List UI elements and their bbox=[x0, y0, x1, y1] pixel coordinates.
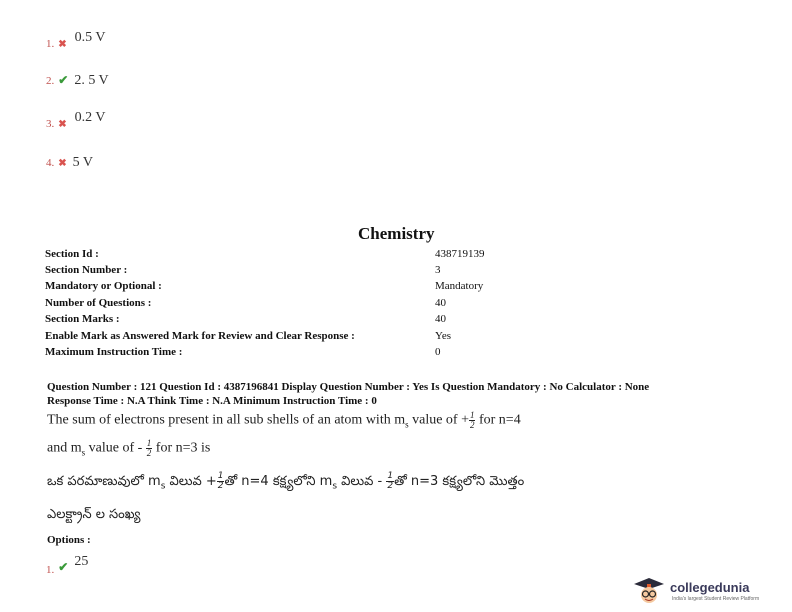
mandatory-value: Mandatory bbox=[435, 280, 484, 292]
question-text-fragment: value of + bbox=[408, 412, 469, 428]
correct-mark-icon: ✔ bbox=[58, 73, 69, 87]
question-text-fragment: for n=4 bbox=[475, 412, 521, 428]
logo-name: collegedunia bbox=[670, 580, 750, 595]
option-row bbox=[46, 552, 89, 576]
logo-tagline: India's largest Student Review Platform bbox=[672, 596, 760, 602]
max-instruction-value: 0 bbox=[435, 346, 441, 358]
question-meta-line1: Question Number : 121 Question Id : 4387196841 Display Question Number : Yes Is Question Mandatory : No Calculator : None bbox=[47, 381, 650, 393]
wrong-mark-icon: ✖ bbox=[58, 39, 67, 50]
option-row bbox=[46, 30, 106, 52]
question-text-te-line2: ఎలక్ట్రాన్ ల సంఖ్య bbox=[47, 507, 141, 522]
option-number: 4. bbox=[46, 157, 55, 169]
fraction-denominator: 2 bbox=[469, 420, 475, 430]
question-text-fragment: విలువ - bbox=[337, 474, 387, 489]
option-value: 25 bbox=[74, 554, 89, 569]
question-text-fragment: విలువ + bbox=[165, 474, 217, 489]
section-marks-label: Section Marks : bbox=[45, 313, 120, 325]
option-number: 2. bbox=[46, 75, 55, 87]
options-label: Options : bbox=[47, 534, 91, 546]
question-text-fragment: The sum of electrons present in all sub shells of an atom with m bbox=[47, 412, 406, 428]
fraction-numerator: 1 bbox=[469, 410, 475, 420]
section-title: Chemistry bbox=[358, 224, 435, 243]
question-text-te-line1 bbox=[47, 472, 524, 492]
fraction-denominator: 2 bbox=[217, 481, 224, 491]
option-number: 1. bbox=[46, 564, 55, 576]
question-text-en-line1 bbox=[47, 411, 521, 430]
fraction-numerator: 1 bbox=[217, 471, 224, 481]
enable-mark-label: Enable Mark as Answered Mark for Review and Clear Response : bbox=[45, 330, 355, 342]
enable-mark-value: Yes bbox=[435, 330, 452, 342]
subscript: s bbox=[405, 419, 409, 430]
section-number-label: Section Number : bbox=[45, 264, 128, 276]
collegedunia-logo bbox=[632, 576, 782, 606]
question-text-fragment: ఒక పరమాణువులో m bbox=[47, 474, 161, 489]
option-number: 1. bbox=[46, 38, 55, 50]
question-text-en-line2 bbox=[47, 439, 210, 458]
fraction bbox=[386, 472, 394, 491]
option-value: 2. 5 V bbox=[74, 73, 109, 88]
option-value: 0.2 V bbox=[74, 110, 106, 125]
section-number-value: 3 bbox=[435, 264, 441, 276]
mascot-icon bbox=[632, 576, 666, 606]
question-meta-line2: Response Time : N.A Think Time : N.A Minimum Instruction Time : 0 bbox=[47, 395, 377, 407]
subscript: s bbox=[160, 481, 166, 492]
section-id-label: Section Id : bbox=[45, 248, 99, 260]
question-text-fragment: for n=3 is bbox=[152, 440, 211, 456]
question-text-fragment: value of - bbox=[85, 440, 146, 456]
option-row bbox=[46, 153, 93, 171]
fraction-denominator: 2 bbox=[387, 481, 394, 491]
question-text-fragment: and m bbox=[47, 440, 82, 456]
num-questions-value: 40 bbox=[435, 297, 446, 309]
option-row bbox=[46, 71, 109, 89]
fraction-numerator: 1 bbox=[387, 471, 394, 481]
option-number: 3. bbox=[46, 118, 55, 130]
option-value: 0.5 V bbox=[74, 30, 106, 45]
wrong-mark-icon: ✖ bbox=[58, 158, 67, 169]
subscript: s bbox=[332, 481, 338, 492]
option-value: 5 V bbox=[72, 155, 93, 170]
max-instruction-label: Maximum Instruction Time : bbox=[45, 346, 183, 358]
question-text-fragment: తో n=3 కక్ష్యలోని మొత్తం bbox=[394, 474, 525, 489]
subscript: s bbox=[81, 447, 86, 458]
correct-mark-icon: ✔ bbox=[58, 560, 69, 574]
mandatory-label: Mandatory or Optional : bbox=[45, 280, 162, 292]
fraction-denominator: 2 bbox=[146, 448, 152, 458]
section-id-value: 438719139 bbox=[435, 248, 485, 260]
num-questions-label: Number of Questions : bbox=[45, 297, 152, 309]
fraction-numerator: 1 bbox=[146, 438, 152, 448]
section-marks-value: 40 bbox=[435, 313, 446, 325]
option-row bbox=[46, 110, 106, 132]
question-text-fragment: తో n=4 కక్ష్యలోని m bbox=[224, 474, 333, 489]
wrong-mark-icon: ✖ bbox=[58, 119, 67, 130]
